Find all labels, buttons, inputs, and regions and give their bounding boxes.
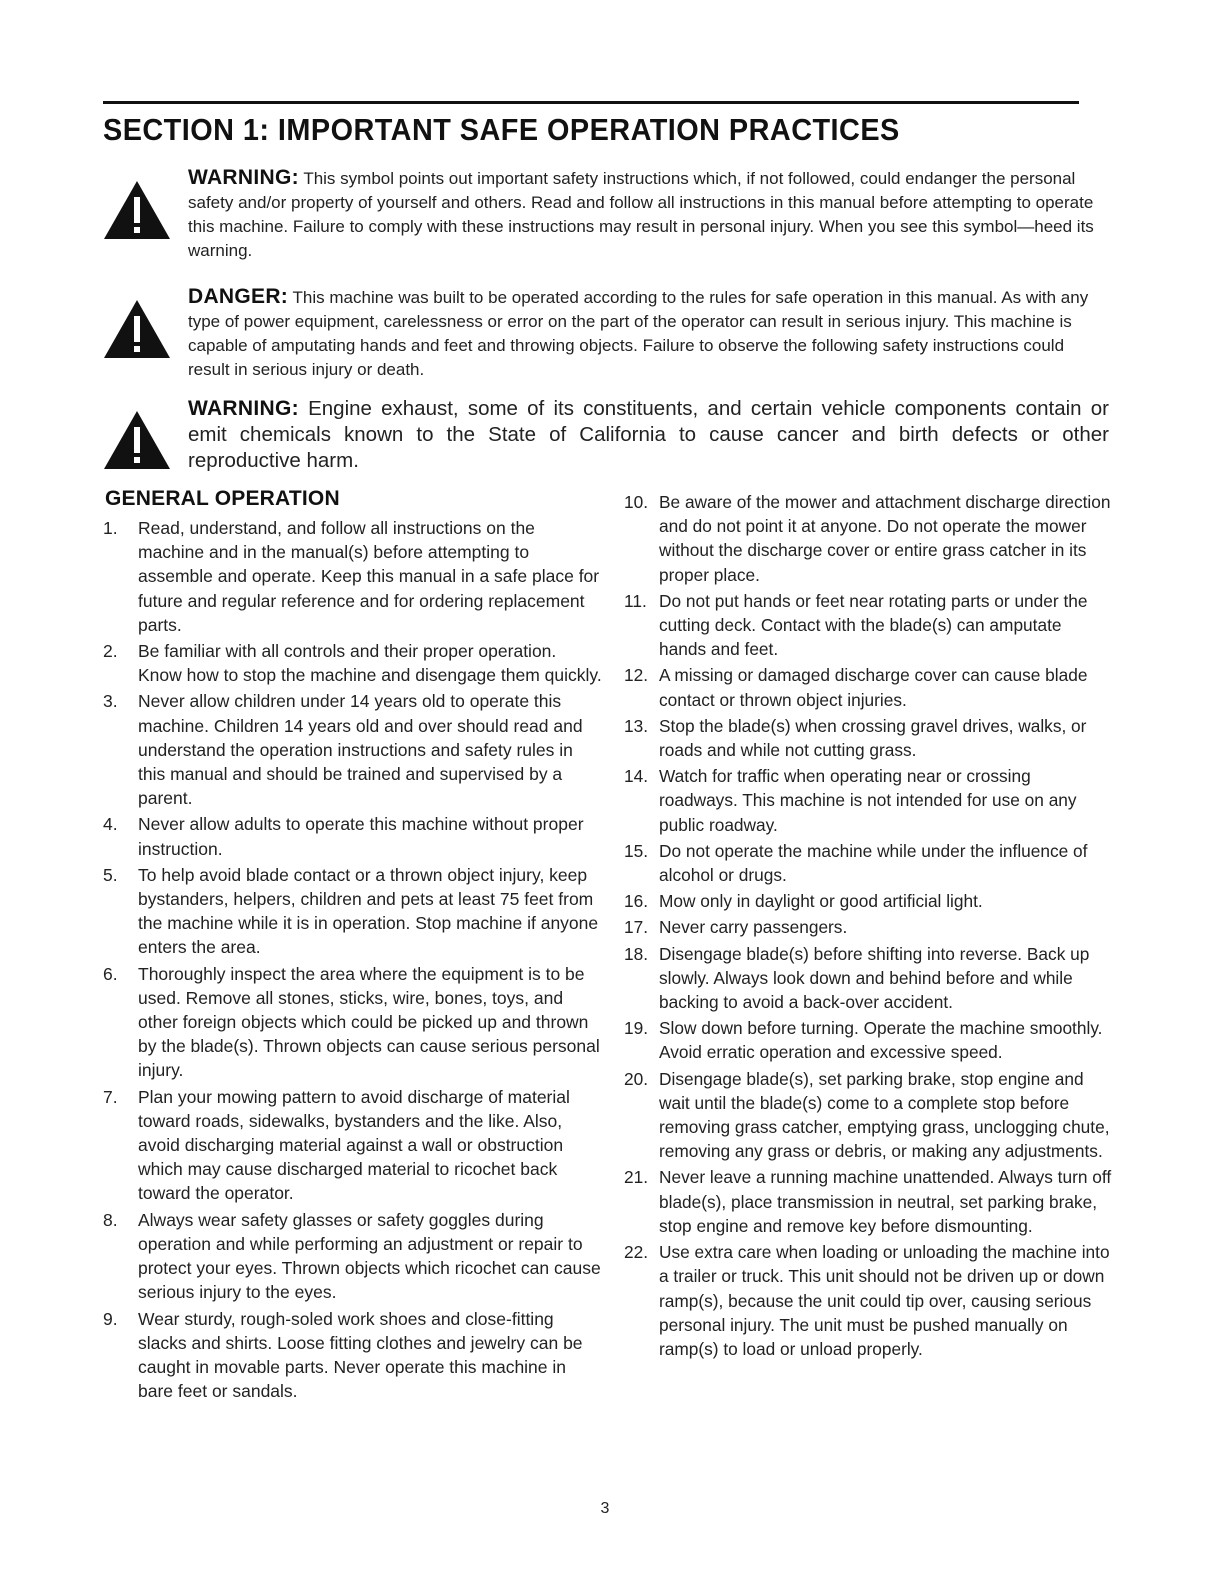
- item-text: Be aware of the mower and attachment discharge direction and do not point it at anyone. Do not operate the mower without the discharge cover or entire grass catcher in its proper place.: [659, 492, 1111, 585]
- item-number: 20.: [624, 1068, 649, 1089]
- item-number: 19.: [624, 1018, 649, 1039]
- item-number: 17.: [624, 917, 649, 938]
- item-text: Never carry passengers.: [659, 917, 848, 938]
- item-text: Watch for traffic when operating near or crossing roadways. This machine is not intended for use on any public roadway.: [659, 766, 1077, 835]
- list-item: [622, 889, 1112, 913]
- list-item: [622, 942, 1112, 1015]
- item-number: 5.: [103, 864, 118, 885]
- california-warning-notice: [103, 396, 1109, 474]
- item-number: 11.: [624, 590, 647, 611]
- item-text: Thoroughly inspect the area where the equipment is to be used. Remove all stones, sticks, wire, bones, toys, and other foreign objects which could be picked up and thrown by the blade(s). Thrown objects can cause serious personal injury.: [138, 963, 600, 1081]
- item-text: Stop the blade(s) when crossing gravel drives, walks, or roads and while not cutting grass.: [659, 715, 1087, 761]
- item-number: 7.: [103, 1086, 118, 1107]
- item-text: A missing or damaged discharge cover can cause blade contact or thrown object injuries.: [659, 665, 1088, 710]
- section-rule: [103, 101, 1079, 104]
- item-text: Disengage blade(s), set parking brake, stop engine and wait until the blade(s) come to a complete stop before removing grass catcher, emptying grass, unclogging chute, removing any grass or debris, or making any adjustments.: [659, 1068, 1110, 1162]
- list-item: [103, 639, 603, 687]
- item-text: Do not put hands or feet near rotating parts or under the cutting deck. Contact with the blade(s) can amputate hands and feet.: [659, 590, 1088, 660]
- notice-body: This machine was built to be operated according to the rules for safe operation in this manual. As with any type of power equipment, carelessness or error on the part of the operator can result in serious injury. This machine is capable of amputating hands and feet and throwing objects. Failure to observe the following safety instructions could result in serious injury or death.: [188, 288, 1089, 379]
- list-item: [103, 1208, 603, 1305]
- item-text: Be familiar with all controls and their proper operation. Know how to stop the machine and disengage them quickly.: [138, 641, 602, 686]
- item-text: Plan your mowing pattern to avoid discharge of material toward roads, sidewalks, bystanders and the like. Also, avoid discharging material against a wall or obstruction which may cause discharged material to ricochet back toward the operator.: [138, 1086, 570, 1204]
- item-text: To help avoid blade contact or a thrown object injury, keep bystanders, helpers, children and pets at least 75 feet from the machine while it is in operation. Stop machine if anyone enters the area.: [138, 864, 599, 958]
- list-item: [622, 1165, 1112, 1238]
- danger-notice: [103, 285, 1109, 382]
- item-text: Never allow children under 14 years old to operate this machine. Children 14 years old and over should read and understand the operation instructions and safety rules in this manual and should be trained and supervised by a parent.: [138, 691, 583, 809]
- notice-label: WARNING:: [188, 166, 299, 189]
- item-number: 22.: [624, 1242, 649, 1263]
- item-number: 12.: [624, 665, 649, 686]
- item-text: Always wear safety glasses or safety goggles during operation and while performing an adjustment or repair to protect your eyes. Thrown objects which ricochet can cause serious injury to the eyes.: [138, 1209, 601, 1303]
- list-item: [103, 516, 603, 637]
- item-number: 15.: [624, 840, 649, 861]
- item-text: Read, understand, and follow all instructions on the machine and in the manual(s) before attempting to assemble and operate. Keep this manual in a safe place for future and regular reference and for ordering replacement parts.: [138, 518, 600, 635]
- list-item: [622, 589, 1112, 662]
- section-title: SECTION 1: IMPORTANT SAFE OPERATION PRACTICES: [103, 112, 900, 147]
- warning-triangle-icon: [103, 299, 171, 359]
- notice-body: Engine exhaust, some of its constituents, and certain vehicle components contain or emit chemicals known to the State of California to cause cancer and birth defects or other reproductive harm.: [188, 397, 1109, 472]
- list-item: [103, 962, 603, 1083]
- item-text: Do not operate the machine while under the influence of alcohol or drugs.: [659, 840, 1088, 886]
- item-text: Never allow adults to operate this machine without proper instruction.: [138, 814, 584, 859]
- general-operation-left-column: [103, 487, 603, 1405]
- item-text: Disengage blade(s) before shifting into reverse. Back up slowly. Always look down and behind before and while backing to avoid a back-over accident.: [659, 943, 1090, 1013]
- list-item: [622, 764, 1112, 837]
- list-item: [103, 812, 603, 860]
- warning-notice: [103, 166, 1109, 263]
- warning-triangle-icon: [103, 180, 171, 240]
- list-item: [622, 915, 1112, 939]
- item-text: Wear sturdy, rough-soled work shoes and close-fitting slacks and shirts. Loose fitting clothes and jewelry can be caught in movable parts. Never operate this machine in bare feet or sandals.: [138, 1308, 583, 1402]
- item-text: Mow only in daylight or good artificial light.: [659, 891, 983, 912]
- item-number: 18.: [624, 943, 649, 964]
- page-number: 3: [600, 1500, 610, 1517]
- notice-label: DANGER:: [188, 285, 289, 308]
- notice-body: This symbol points out important safety instructions which, if not followed, could endanger the personal safety and/or property of yourself and others. Read and follow all instructions in this manual before attempting to operate this machine. Failure to comply with these instructions may result in personal injury. When you see this symbol—heed its warning.: [188, 169, 1094, 260]
- list-item: [103, 1085, 603, 1206]
- safety-list-right: [622, 490, 1112, 1361]
- item-number: 16.: [624, 891, 649, 912]
- item-number: 4.: [103, 814, 118, 835]
- list-item: [622, 663, 1112, 711]
- notice-text: [188, 285, 1109, 382]
- list-item: [103, 689, 603, 810]
- item-number: 14.: [624, 766, 649, 787]
- item-number: 1.: [103, 518, 118, 538]
- notice-label: WARNING:: [188, 397, 299, 420]
- item-text: Slow down before turning. Operate the machine smoothly. Avoid erratic operation and excessive speed.: [659, 1018, 1103, 1063]
- notice-text: [188, 396, 1109, 474]
- safety-list-left: [103, 516, 603, 1403]
- general-operation-heading: GENERAL OPERATION: [105, 487, 340, 510]
- notice-text: [188, 166, 1109, 263]
- item-number: 3.: [103, 691, 118, 712]
- item-number: 9.: [103, 1308, 118, 1329]
- list-item: [622, 1067, 1112, 1164]
- item-number: 13.: [624, 715, 649, 736]
- warning-triangle-icon: [103, 410, 171, 470]
- list-item: [622, 1240, 1112, 1361]
- item-number: 8.: [103, 1209, 118, 1230]
- item-text: Never leave a running machine unattended. Always turn off blade(s), place transmission in neutral, set parking brake, stop engine and remove key before dismounting.: [659, 1167, 1112, 1236]
- item-number: 2.: [103, 641, 118, 662]
- list-item: [622, 714, 1112, 762]
- general-operation-right-column: [622, 490, 1112, 1363]
- list-item: [622, 1016, 1112, 1064]
- list-item: [622, 490, 1112, 587]
- item-text: Use extra care when loading or unloading the machine into a trailer or truck. This unit should not be driven up or down ramp(s), because the unit could tip over, causing serious personal injury. The unit must be pushed manually on ramp(s) to load or unload properly.: [659, 1242, 1110, 1359]
- item-number: 6.: [103, 963, 118, 984]
- list-item: [103, 863, 603, 960]
- item-number: 10.: [624, 492, 649, 512]
- list-item: [103, 1307, 603, 1404]
- item-number: 21.: [624, 1167, 649, 1188]
- list-item: [622, 839, 1112, 887]
